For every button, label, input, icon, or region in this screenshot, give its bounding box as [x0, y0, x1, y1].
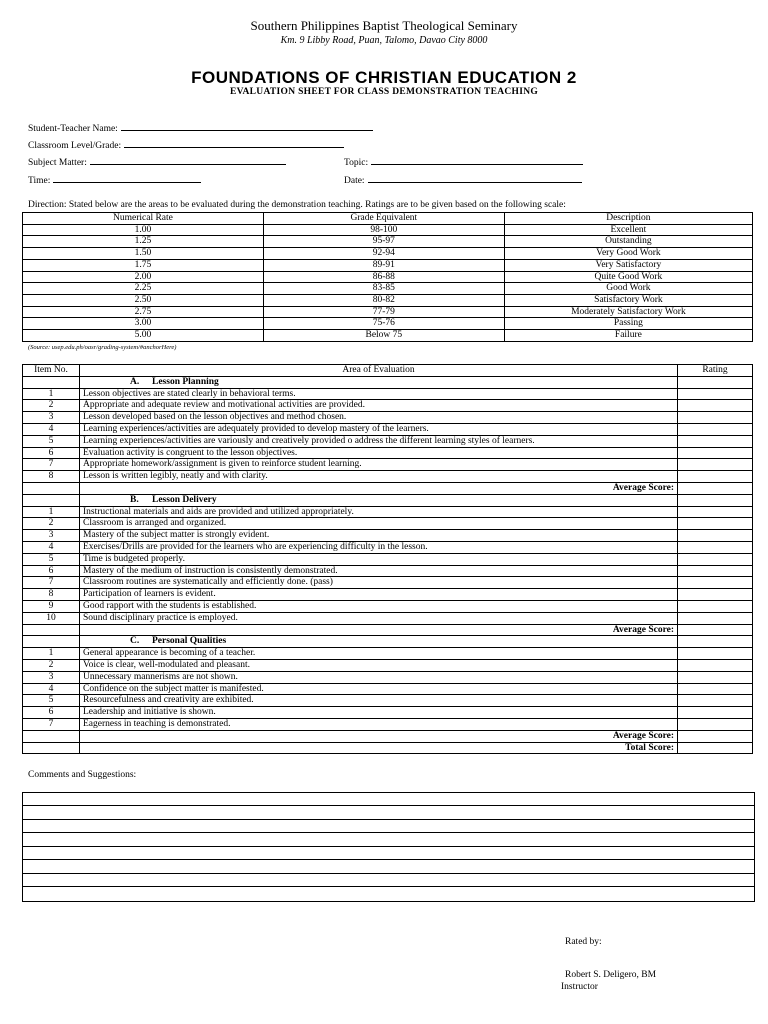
average-item-cell: [23, 482, 80, 494]
section-letter: A.: [130, 376, 140, 387]
item-criterion: Mastery of the medium of instruction is consistently demonstrated.: [80, 565, 678, 577]
rating-cell[interactable]: [678, 718, 753, 730]
section-rating-cell: [678, 636, 753, 648]
item-number: 2: [23, 518, 80, 530]
average-row: [23, 624, 753, 636]
rating-cell[interactable]: [678, 459, 753, 471]
eval-header-item: Item No.: [23, 365, 80, 377]
scale-header-row: [23, 213, 753, 225]
scale-row: [23, 248, 753, 260]
time-line[interactable]: [53, 173, 201, 183]
section-name: Lesson Planning: [152, 376, 219, 387]
item-criterion: Voice is clear, well-modulated and pleasant.: [80, 659, 678, 671]
average-row: [23, 730, 753, 742]
average-score-cell[interactable]: [678, 624, 753, 636]
section-item-cell: [23, 636, 80, 648]
total-item-cell: [23, 742, 80, 754]
scale-row: [23, 224, 753, 236]
scale-description: Satisfactory Work: [504, 294, 752, 306]
rating-cell[interactable]: [678, 565, 753, 577]
evaluation-row: [23, 648, 753, 660]
average-score-label: Average Score:: [80, 624, 678, 636]
item-number: 3: [23, 671, 80, 683]
item-number: 7: [23, 577, 80, 589]
date-line[interactable]: [368, 173, 582, 183]
time-label: Time:: [28, 176, 51, 186]
evaluation-row: [23, 506, 753, 518]
evaluation-row: [23, 553, 753, 565]
scale-row: [23, 330, 753, 342]
rating-cell[interactable]: [678, 600, 753, 612]
scale-rate: 3.00: [23, 318, 264, 330]
average-item-cell: [23, 624, 80, 636]
scale-grade: 95-97: [263, 236, 504, 248]
school-address: Km. 9 Libby Road, Puan, Talomo, Davao City 8000: [280, 35, 488, 46]
rating-cell[interactable]: [678, 506, 753, 518]
section-rating-cell: [678, 494, 753, 506]
section-item-cell: [23, 494, 80, 506]
scale-grade: 83-85: [263, 283, 504, 295]
evaluation-row: [23, 447, 753, 459]
rating-cell[interactable]: [678, 435, 753, 447]
student-teacher-line[interactable]: [121, 121, 373, 131]
scale-row: [23, 236, 753, 248]
evaluation-row: [23, 671, 753, 683]
item-number: 6: [23, 447, 80, 459]
rating-cell[interactable]: [678, 447, 753, 459]
source-note: (Source: usep.edu.ph/oasr/grading-system/#anchorHere): [28, 344, 177, 351]
item-criterion: Sound disciplinary practice is employed.: [80, 612, 678, 624]
subject-matter-line[interactable]: [90, 155, 286, 165]
scale-rate: 1.75: [23, 259, 264, 271]
section-name: Personal Qualities: [152, 636, 227, 647]
scale-header-rate: Numerical Rate: [23, 213, 264, 225]
rating-cell[interactable]: [678, 648, 753, 660]
comment-line: [23, 805, 754, 806]
topic-field[interactable]: [344, 155, 583, 168]
rating-cell[interactable]: [678, 659, 753, 671]
item-number: 10: [23, 612, 80, 624]
time-field[interactable]: [28, 173, 201, 186]
average-score-cell[interactable]: [678, 730, 753, 742]
student-teacher-field[interactable]: [28, 121, 373, 134]
scale-grade: 86-88: [263, 271, 504, 283]
item-number: 8: [23, 589, 80, 601]
item-number: 7: [23, 459, 80, 471]
classroom-level-label: Classroom Level/Grade:: [28, 141, 122, 151]
comment-line: [23, 873, 754, 874]
direction-text: Direction: Stated below are the areas to be evaluated during the demonstration teaching. Ratings are to be given based on the following scale:: [28, 200, 566, 210]
item-number: 2: [23, 659, 80, 671]
rating-cell[interactable]: [678, 518, 753, 530]
scale-row: [23, 259, 753, 271]
item-criterion: Eagerness in teaching is demonstrated.: [80, 718, 678, 730]
item-criterion: Evaluation activity is congruent to the lesson objectives.: [80, 447, 678, 459]
section-name: Lesson Delivery: [152, 494, 217, 505]
rating-cell[interactable]: [678, 530, 753, 542]
section-header-row: [23, 636, 753, 648]
average-score-label: Average Score:: [80, 730, 678, 742]
average-score-label: Average Score:: [80, 482, 678, 494]
rating-cell[interactable]: [678, 683, 753, 695]
item-number: 5: [23, 435, 80, 447]
evaluation-row: [23, 707, 753, 719]
comments-box[interactable]: [22, 792, 755, 902]
evaluation-row: [23, 600, 753, 612]
item-number: 4: [23, 423, 80, 435]
item-number: 9: [23, 600, 80, 612]
scale-row: [23, 318, 753, 330]
scale-header-grade: Grade Equivalent: [263, 213, 504, 225]
scale-grade: 80-82: [263, 294, 504, 306]
total-row: [23, 742, 753, 754]
scale-description: Very Satisfactory: [504, 259, 752, 271]
average-score-cell[interactable]: [678, 482, 753, 494]
rating-cell[interactable]: [678, 695, 753, 707]
item-criterion: Confidence on the subject matter is manifested.: [80, 683, 678, 695]
eval-header-rating: Rating: [678, 365, 753, 377]
item-number: 1: [23, 388, 80, 400]
item-criterion: Participation of learners is evident.: [80, 589, 678, 601]
evaluation-row: [23, 718, 753, 730]
scale-rate: 2.25: [23, 283, 264, 295]
total-score-cell[interactable]: [678, 742, 753, 754]
evaluation-row: [23, 589, 753, 601]
rating-cell[interactable]: [678, 400, 753, 412]
scale-grade: Below 75: [263, 330, 504, 342]
evaluation-table: [22, 364, 753, 754]
scale-description: Quite Good Work: [504, 271, 752, 283]
item-number: 1: [23, 648, 80, 660]
school-name: Southern Philippines Baptist Theological Seminary: [250, 18, 518, 33]
item-criterion: Leadership and initiative is shown.: [80, 707, 678, 719]
date-label: Date:: [344, 176, 365, 186]
item-number: 5: [23, 695, 80, 707]
item-criterion: Good rapport with the students is established.: [80, 600, 678, 612]
subject-matter-field[interactable]: [28, 155, 286, 168]
rated-by-label: Rated by:: [565, 937, 602, 947]
scale-rate: 1.25: [23, 236, 264, 248]
item-criterion: Lesson objectives are stated clearly in behavioral terms.: [80, 388, 678, 400]
scale-description: Excellent: [504, 224, 752, 236]
comment-line: [23, 886, 754, 887]
evaluation-row: [23, 518, 753, 530]
scale-row: [23, 306, 753, 318]
item-criterion: Exercises/Drills are provided for the learners who are experiencing difficulty in the lesson.: [80, 541, 678, 553]
evaluation-row: [23, 659, 753, 671]
scale-grade: 98-100: [263, 224, 504, 236]
section-letter: B.: [130, 494, 139, 505]
item-criterion: Time is budgeted properly.: [80, 553, 678, 565]
evaluation-row: [23, 388, 753, 400]
item-criterion: Appropriate homework/assignment is given to reinforce student learning.: [80, 459, 678, 471]
scale-grade: 92-94: [263, 248, 504, 260]
rating-cell[interactable]: [678, 412, 753, 424]
course-title: FOUNDATIONS OF CHRISTIAN EDUCATION 2: [191, 68, 577, 87]
section-header-row: [23, 494, 753, 506]
scale-grade: 89-91: [263, 259, 504, 271]
classroom-level-line[interactable]: [124, 138, 344, 148]
scale-description: Very Good Work: [504, 248, 752, 260]
section-header-row: [23, 376, 753, 388]
scale-description: Moderately Satisfactory Work: [504, 306, 752, 318]
classroom-level-field[interactable]: [28, 138, 344, 151]
rating-cell[interactable]: [678, 612, 753, 624]
scale-rate: 2.00: [23, 271, 264, 283]
instructor-title: Instructor: [561, 982, 598, 992]
item-criterion: Unnecessary mannerisms are not shown.: [80, 671, 678, 683]
evaluation-row: [23, 683, 753, 695]
evaluation-row: [23, 459, 753, 471]
item-number: 3: [23, 412, 80, 424]
comment-line: [23, 859, 754, 860]
topic-line[interactable]: [371, 155, 583, 165]
item-criterion: Mastery of the subject matter is strongly evident.: [80, 530, 678, 542]
rating-cell[interactable]: [678, 541, 753, 553]
average-item-cell: [23, 730, 80, 742]
scale-grade: 77-79: [263, 306, 504, 318]
section-item-cell: [23, 376, 80, 388]
section-rating-cell: [678, 376, 753, 388]
rating-cell[interactable]: [678, 707, 753, 719]
section-letter: C.: [130, 636, 140, 647]
item-number: 3: [23, 530, 80, 542]
rating-cell[interactable]: [678, 388, 753, 400]
section-title: [80, 636, 678, 648]
date-field[interactable]: [344, 173, 582, 186]
rating-cell[interactable]: [678, 553, 753, 565]
comments-label: Comments and Suggestions:: [28, 770, 137, 780]
item-number: 5: [23, 553, 80, 565]
scale-rate: 1.50: [23, 248, 264, 260]
item-criterion: Instructional materials and aids are provided and utilized appropriately.: [80, 506, 678, 518]
item-number: 2: [23, 400, 80, 412]
eval-header-area: Area of Evaluation: [80, 365, 678, 377]
scale-rate: 1.00: [23, 224, 264, 236]
item-criterion: Lesson developed based on the lesson objectives and method chosen.: [80, 412, 678, 424]
item-number: 8: [23, 471, 80, 483]
scale-rate: 2.75: [23, 306, 264, 318]
evaluation-row: [23, 565, 753, 577]
item-number: 4: [23, 683, 80, 695]
scale-description: Failure: [504, 330, 752, 342]
evaluation-row: [23, 530, 753, 542]
scale-grade: 75-76: [263, 318, 504, 330]
scale-header-description: Description: [504, 213, 752, 225]
comment-line: [23, 846, 754, 847]
topic-label: Topic:: [344, 158, 369, 168]
grading-scale-table: [22, 212, 753, 342]
scale-description: Passing: [504, 318, 752, 330]
evaluation-row: [23, 435, 753, 447]
evaluation-row: [23, 471, 753, 483]
item-number: 1: [23, 506, 80, 518]
item-criterion: Learning experiences/activities are variously and creatively provided o address the different learning styles of learners.: [80, 435, 678, 447]
evaluation-row: [23, 612, 753, 624]
evaluation-row: [23, 400, 753, 412]
evaluation-row: [23, 541, 753, 553]
item-criterion: Classroom routines are systematically and efficiently done. (pass): [80, 577, 678, 589]
subject-matter-label: Subject Matter:: [28, 158, 87, 168]
scale-description: Good Work: [504, 283, 752, 295]
evaluation-row: [23, 577, 753, 589]
item-criterion: Appropriate and adequate review and motivational activities are provided.: [80, 400, 678, 412]
item-criterion: General appearance is becoming of a teacher.: [80, 648, 678, 660]
evaluation-row: [23, 695, 753, 707]
scale-rate: 5.00: [23, 330, 264, 342]
item-number: 6: [23, 707, 80, 719]
evaluation-row: [23, 412, 753, 424]
rating-cell[interactable]: [678, 471, 753, 483]
scale-description: Outstanding: [504, 236, 752, 248]
item-criterion: Learning experiences/activities are adequately provided to develop mastery of the learners.: [80, 423, 678, 435]
evaluation-row: [23, 423, 753, 435]
item-number: 6: [23, 565, 80, 577]
average-row: [23, 482, 753, 494]
sheet-title: EVALUATION SHEET FOR CLASS DEMONSTRATION TEACHING: [229, 87, 539, 97]
scale-row: [23, 283, 753, 295]
item-criterion: Lesson is written legibly, neatly and with clarity.: [80, 471, 678, 483]
item-number: 7: [23, 718, 80, 730]
total-score-label: Total Score:: [80, 742, 678, 754]
section-title: [80, 494, 678, 506]
item-number: 4: [23, 541, 80, 553]
eval-header-row: [23, 365, 753, 377]
student-teacher-label: Student-Teacher Name:: [28, 124, 118, 134]
rating-cell[interactable]: [678, 423, 753, 435]
scale-row: [23, 294, 753, 306]
instructor-name: Robert S. Deligero, BM: [565, 970, 657, 980]
section-title: [80, 376, 678, 388]
scale-rate: 2.50: [23, 294, 264, 306]
scale-row: [23, 271, 753, 283]
rating-cell[interactable]: [678, 577, 753, 589]
item-criterion: Classroom is arranged and organized.: [80, 518, 678, 530]
rating-cell[interactable]: [678, 589, 753, 601]
comment-line: [23, 832, 754, 833]
item-criterion: Resourcefulness and creativity are exhibited.: [80, 695, 678, 707]
comment-line: [23, 819, 754, 820]
rating-cell[interactable]: [678, 671, 753, 683]
